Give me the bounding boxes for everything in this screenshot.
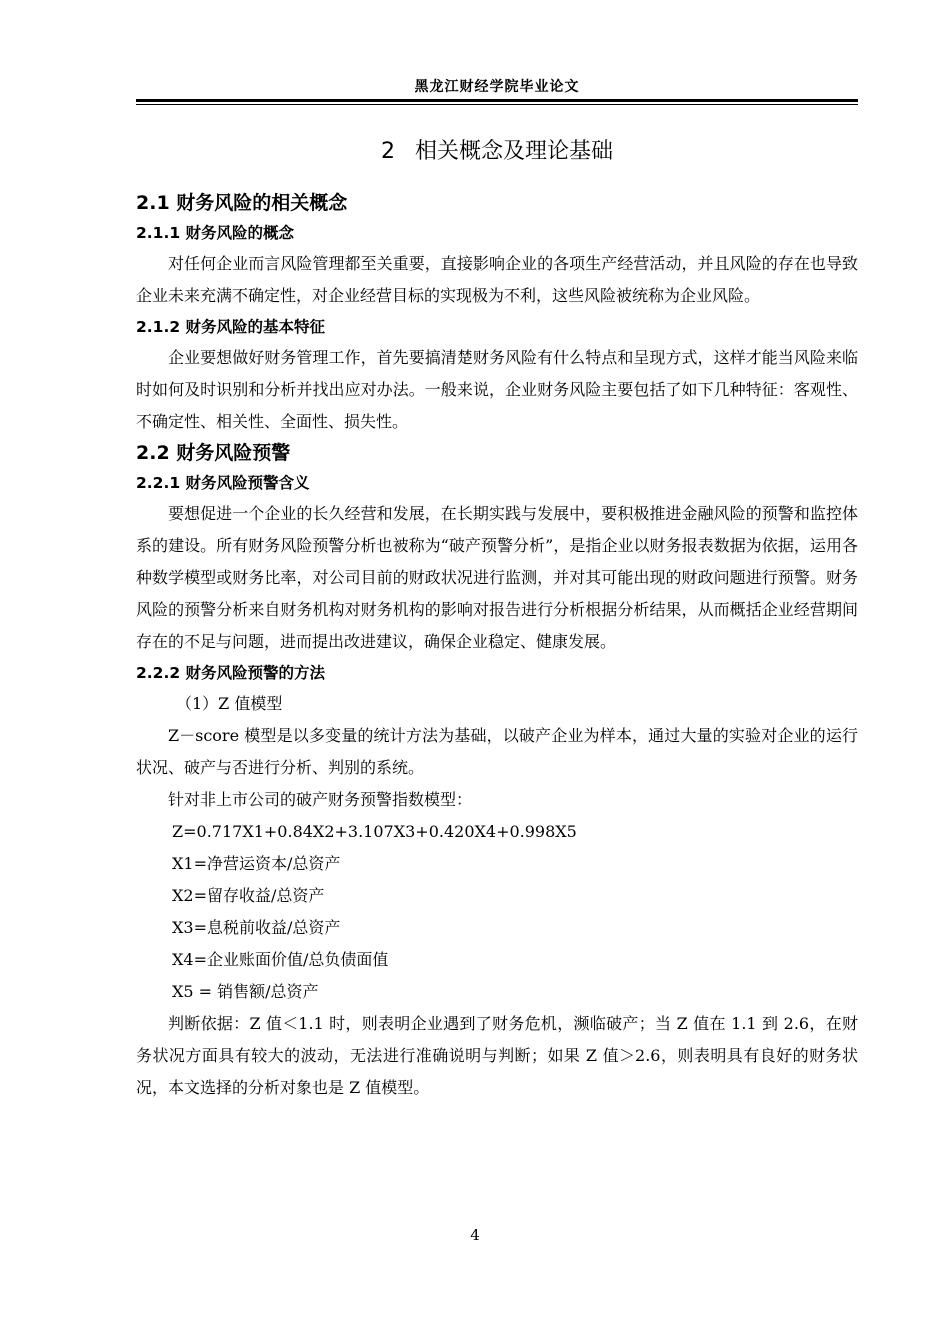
section-heading-2-2-1: 2.2.1 财务风险预警含义 xyxy=(136,474,310,492)
formula-x2: X2=留存收益/总资产 xyxy=(172,886,325,905)
header-rule-thick xyxy=(136,99,858,102)
chapter-title xyxy=(136,134,858,165)
section-heading-2-1-1: 2.1.1 财务风险的概念 xyxy=(136,224,295,242)
chapter-number: 2 xyxy=(380,139,395,164)
formula-x4: X4=企业账面价值/总负债面值 xyxy=(172,950,389,969)
list-item-z-model: （1）Z 值模型 xyxy=(176,694,283,713)
body-content xyxy=(136,188,858,1104)
section-heading-2-1-2: 2.1.2 财务风险的基本特征 xyxy=(136,318,326,336)
section-heading-2-2: 2.2 财务风险预警 xyxy=(136,442,291,464)
page-number: 4 xyxy=(470,1226,480,1244)
formula-x5: X5 = 销售额/总资产 xyxy=(172,982,319,1001)
paragraph-judgement: 判断依据：Z 值＜1.1 时，则表明企业遇到了财务危机，濒临破产；当 Z 值在 1.1 到 2.6，在财务状况方面具有较大的波动，无法进行准确说明与判断；如果 Z 值＞2.6，则表明具有良好的财务状况，本文选择的分析对象也是 Z 值模型。 xyxy=(136,1014,858,1097)
running-header: 黑龙江财经学院毕业论文 xyxy=(414,79,580,95)
formula-z: Z=0.717X1+0.84X2+3.107X3+0.420X4+0.998X5 xyxy=(172,822,577,841)
chapter-title-text: 相关概念及理论基础 xyxy=(414,139,613,164)
paragraph-z-score: Z－score 模型是以多变量的统计方法为基础，以破产企业为样本，通过大量的实验对企业的运行状况、破产与否进行分析、判别的系统。 xyxy=(136,726,858,777)
paragraph-2-1-2: 企业要想做好财务管理工作，首先要搞清楚财务风险有什么特点和呈现方式，这样才能当风险来临时如何及时识别和分析并找出应对办法。一般来说，企业财务风险主要包括了如下几种特征：客观性、不确定性、相关性、全面性、损失性。 xyxy=(136,348,858,431)
paragraph-2-2-1: 要想促进一个企业的长久经营和发展，在长期实践与发展中，要积极推进金融风险的预警和监控体系的建设。所有财务风险预警分析也被称为“破产预警分析”，是指企业以财务报表数据为依据，运用各种数学模型或财务比率，对公司目前的财政状况进行监测，并对其可能出现的财政问题进行预警。财务风险的预警分析来自财务机构对财务机构的影响对报告进行分析根据分析结果，从而概括企业经营期间存在的不足与问题，进而提出改进建议，确保企业稳定、健康发展。 xyxy=(136,504,858,651)
section-heading-2-1: 2.1 财务风险的相关概念 xyxy=(136,192,348,214)
paragraph-2-1-1: 对任何企业而言风险管理都至关重要，直接影响企业的各项生产经营活动，并且风险的存在也导致企业未来充满不确定性，对企业经营目标的实现极为不利，这些风险被统称为企业风险。 xyxy=(136,254,858,305)
section-heading-2-2-2: 2.2.2 财务风险预警的方法 xyxy=(136,664,326,682)
formula-x1: X1=净营运资本/总资产 xyxy=(172,854,341,873)
formula-x3: X3=息税前收益/总资产 xyxy=(172,918,341,937)
paragraph-model-intro: 针对非上市公司的破产财务预警指数模型： xyxy=(168,790,473,809)
header-rule-thin xyxy=(136,104,858,105)
